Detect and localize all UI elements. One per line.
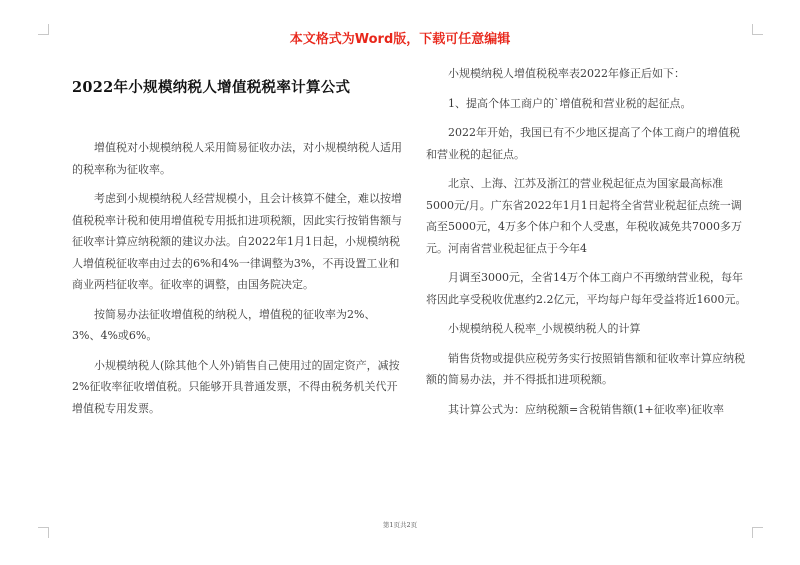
paragraph: 其计算公式为：应纳税额=含税销售额(1+征收率)征收率	[448, 402, 725, 416]
document-title: 2022年小规模纳税人增值税税率计算公式	[72, 79, 351, 96]
paragraph: 小规模纳税人(除其他个人外)销售自己使用过的固定资产，减按2%征收率征收增值税。只能够开具普通发票，不得由税务机关代开增值税专用发票。	[72, 358, 400, 415]
paragraph: 增值税对小规模纳税人采用简易征收办法，对小规模纳税人适用的税率称为征收率。	[72, 141, 402, 176]
paragraph: 考虑到小规模纳税人经营规模小，且会计核算不健全，难以按增值税税率计税和使用增值税专用抵扣进项税额，因此实行按销售额与征收率计算应纳税额的建议办法。自2022年1月1日起，小规模纳税人增值税征收率由过去的6%和4%一律调整为3%，不再设置工业和商业两档征收率。征收率的调整，由国务院决定。	[72, 192, 402, 291]
paragraph: 小规模纳税人增值税税率表2022年修正后如下：	[448, 67, 685, 80]
paragraph: 小规模纳税人税率_小规模纳税人的计算	[448, 322, 641, 335]
paragraph: 月调至3000元，全省14万个体工商户不再缴纳营业税，每年将因此享受税收优惠约2.2亿元，平均每户每年受益将近1600元。	[426, 271, 747, 306]
left-column	[72, 137, 402, 419]
word-format-banner: 本文格式为Word版，下载可任意编辑	[289, 32, 511, 47]
right-column	[426, 63, 748, 420]
page-number-footer: 第1页共2页	[382, 521, 418, 529]
paragraph: 按简易办法征收增值税的纳税人，增值税的征收率为2%、3%、4%或6%。	[72, 307, 376, 342]
paragraph: 销售货物或提供应税劳务实行按照销售额和征收率计算应纳税额的简易办法，并不得抵扣进项税额。	[426, 351, 745, 386]
paragraph: 北京、上海、江苏及浙江的营业税起征点为国家最高标准5000元/月。广东省2022年1月1日起将全省营业税起征点统一调高至5000元，4万多个体户和个人受惠，年税收减免共7000多万元。河南省营业税起征点于今年4	[426, 177, 742, 255]
paragraph: 2022年开始，我国已有不少地区提高了个体工商户的增值税和营业税的起征点。	[426, 126, 740, 161]
paragraph: 1、提高个体工商户的`增值税和营业税的起征点。	[448, 96, 692, 110]
